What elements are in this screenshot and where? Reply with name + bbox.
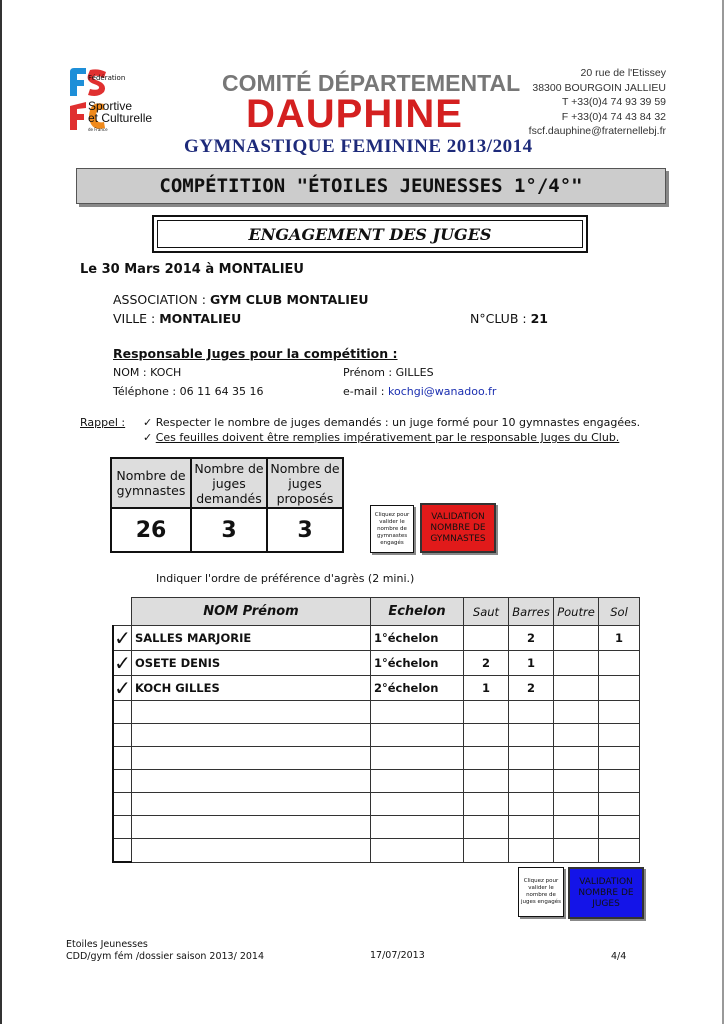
col-header-saut: Saut bbox=[464, 598, 509, 626]
judge-echelon-cell[interactable]: 1°échelon bbox=[371, 651, 464, 676]
saut-cell[interactable] bbox=[464, 816, 509, 839]
judge-name-cell[interactable]: OSETE DENIS bbox=[132, 651, 371, 676]
row-checkbox[interactable] bbox=[113, 793, 132, 816]
barres-cell[interactable]: 1 bbox=[509, 651, 554, 676]
check-icon: ✓ bbox=[114, 651, 131, 675]
check-icon: ✓ bbox=[114, 676, 131, 700]
poutre-cell[interactable] bbox=[554, 676, 599, 701]
judge-echelon-cell[interactable] bbox=[371, 839, 464, 863]
count-value-row bbox=[111, 508, 343, 552]
judge-echelon-cell[interactable] bbox=[371, 701, 464, 724]
telephone-value: 06 11 64 35 16 bbox=[179, 385, 264, 398]
judge-name-cell[interactable] bbox=[132, 816, 371, 839]
validate-juges-button[interactable]: VALIDATION NOMBRE DE JUGES bbox=[568, 867, 644, 919]
sol-cell[interactable]: 1 bbox=[599, 626, 640, 651]
telephone-label: Téléphone : bbox=[113, 385, 177, 398]
comite-title: COMITÉ DÉPARTEMENTAL bbox=[222, 70, 521, 96]
event-date-line: Le 30 Mars 2014 à MONTALIEU bbox=[80, 262, 304, 277]
gymnastes-count-value[interactable]: 26 bbox=[111, 508, 191, 552]
juges-demandes-value[interactable]: 3 bbox=[191, 508, 267, 552]
rappel-text-1: Respecter le nombre de juges demandés : un juge formé pour 10 gymnastes engagées. bbox=[155, 416, 641, 429]
gymnastes-count-header: Nombre de gymnastes bbox=[111, 458, 191, 508]
federation-small-label: Fédération bbox=[88, 74, 126, 82]
footer-line-1: Etoiles Jeunesses bbox=[66, 939, 148, 950]
check-column-header bbox=[113, 598, 132, 626]
table-row bbox=[113, 816, 640, 839]
prenom-line bbox=[343, 366, 434, 379]
judge-name-cell[interactable]: KOCH GILLES bbox=[132, 676, 371, 701]
engagement-banner bbox=[152, 215, 588, 253]
sol-cell[interactable] bbox=[599, 676, 640, 701]
table-row bbox=[113, 626, 640, 651]
nom-line bbox=[113, 366, 181, 379]
poutre-cell[interactable] bbox=[554, 770, 599, 793]
address-line: F +33(0)4 74 43 84 32 bbox=[561, 110, 666, 123]
table-row bbox=[113, 793, 640, 816]
saut-cell[interactable] bbox=[464, 701, 509, 724]
table-row bbox=[113, 651, 640, 676]
barres-cell[interactable] bbox=[509, 839, 554, 863]
ville-value: MONTALIEU bbox=[159, 311, 242, 326]
federation-line2: et Culturelle bbox=[88, 111, 153, 125]
sol-cell[interactable] bbox=[599, 816, 640, 839]
col-header-sol: Sol bbox=[599, 598, 640, 626]
association-value: GYM CLUB MONTALIEU bbox=[209, 292, 369, 307]
club-number-line bbox=[470, 311, 548, 326]
click-note-juges: Cliquez pour valider le nombre de juges engagés bbox=[518, 867, 564, 917]
judges-table bbox=[112, 597, 640, 863]
address-block bbox=[529, 66, 666, 139]
saut-cell[interactable] bbox=[464, 839, 509, 863]
check-icon: ✓ bbox=[143, 431, 153, 444]
saut-cell[interactable]: 2 bbox=[464, 651, 509, 676]
col-header-name: NOM Prénom bbox=[132, 598, 371, 626]
club-number-value: 21 bbox=[530, 311, 548, 326]
email-line bbox=[343, 385, 496, 398]
saut-cell[interactable] bbox=[464, 747, 509, 770]
check-icon: ✓ bbox=[143, 416, 153, 429]
saut-cell[interactable] bbox=[464, 793, 509, 816]
judge-echelon-cell[interactable]: 2°échelon bbox=[371, 676, 464, 701]
poutre-cell[interactable] bbox=[554, 816, 599, 839]
competition-banner: COMPÉTITION "ÉTOILES JEUNESSES 1°/4°" bbox=[76, 168, 666, 204]
row-checkbox[interactable] bbox=[113, 839, 132, 863]
engagement-title: ENGAGEMENT DES JUGES bbox=[157, 220, 583, 248]
judge-name-cell[interactable] bbox=[132, 747, 371, 770]
col-header-poutre: Poutre bbox=[554, 598, 599, 626]
check-icon: ✓ bbox=[114, 626, 131, 650]
judge-name-cell[interactable] bbox=[132, 770, 371, 793]
judge-name-cell[interactable] bbox=[132, 724, 371, 747]
email-link[interactable]: kochgi@wanadoo.fr bbox=[388, 385, 497, 398]
table-row bbox=[113, 701, 640, 724]
footer-date: 17/07/2013 bbox=[370, 950, 425, 961]
table-row bbox=[113, 724, 640, 747]
judges-header-row bbox=[113, 598, 640, 626]
barres-cell[interactable] bbox=[509, 770, 554, 793]
row-checkbox[interactable] bbox=[113, 701, 132, 724]
footer-page-number: 4/4 bbox=[611, 951, 627, 962]
row-checkbox[interactable] bbox=[113, 747, 132, 770]
judge-echelon-cell[interactable] bbox=[371, 724, 464, 747]
federation-line1: Sportive bbox=[88, 99, 133, 113]
nom-label: NOM : bbox=[113, 366, 147, 379]
col-header-barres: Barres bbox=[509, 598, 554, 626]
saut-cell[interactable]: 1 bbox=[464, 676, 509, 701]
season-title: GYMNASTIQUE FEMININE 2013/2014 bbox=[184, 136, 533, 157]
sol-cell[interactable] bbox=[599, 747, 640, 770]
page-left-border bbox=[0, 0, 2, 1024]
table-row bbox=[113, 839, 640, 863]
barres-cell[interactable] bbox=[509, 724, 554, 747]
poutre-cell[interactable] bbox=[554, 651, 599, 676]
table-row bbox=[113, 747, 640, 770]
validate-gymnastes-button[interactable]: VALIDATION NOMBRE DE GYMNASTES bbox=[420, 503, 496, 553]
saut-cell[interactable] bbox=[464, 724, 509, 747]
rappel-line-1 bbox=[143, 416, 640, 429]
sol-cell[interactable] bbox=[599, 651, 640, 676]
prenom-label: Prénom : bbox=[343, 366, 393, 379]
judge-name-cell[interactable] bbox=[132, 793, 371, 816]
barres-cell[interactable] bbox=[509, 747, 554, 770]
ville-label: VILLE : bbox=[113, 311, 156, 326]
association-line bbox=[113, 292, 369, 307]
association-label: ASSOCIATION : bbox=[113, 292, 206, 307]
juges-demandes-header: Nombre de juges demandés bbox=[191, 458, 267, 508]
sol-cell[interactable] bbox=[599, 793, 640, 816]
judge-echelon-cell[interactable] bbox=[371, 747, 464, 770]
federation-name bbox=[88, 82, 152, 124]
count-header-row bbox=[111, 458, 343, 508]
row-checkbox[interactable] bbox=[113, 676, 132, 701]
sol-cell[interactable] bbox=[599, 770, 640, 793]
barres-cell[interactable]: 2 bbox=[509, 626, 554, 651]
poutre-cell[interactable] bbox=[554, 839, 599, 863]
sol-cell[interactable] bbox=[599, 839, 640, 863]
table-row bbox=[113, 676, 640, 701]
responsable-title: Responsable Juges pour la compétition : bbox=[113, 346, 398, 361]
judge-echelon-cell[interactable] bbox=[371, 770, 464, 793]
barres-cell[interactable] bbox=[509, 816, 554, 839]
row-checkbox[interactable] bbox=[113, 816, 132, 839]
col-header-echelon: Echelon bbox=[371, 598, 464, 626]
row-checkbox[interactable] bbox=[113, 626, 132, 651]
address-line: 20 rue de l'Etissey bbox=[580, 67, 666, 79]
row-checkbox[interactable] bbox=[113, 651, 132, 676]
judge-echelon-cell[interactable] bbox=[371, 793, 464, 816]
ville-line bbox=[113, 311, 241, 326]
sol-cell[interactable] bbox=[599, 701, 640, 724]
rappel-text-2: Ces feuilles doivent être remplies impérativement par le responsable Juges du Club. bbox=[155, 431, 620, 444]
poutre-cell[interactable] bbox=[554, 724, 599, 747]
juges-proposes-value[interactable]: 3 bbox=[267, 508, 343, 552]
nom-value: KOCH bbox=[150, 366, 182, 379]
row-checkbox[interactable] bbox=[113, 724, 132, 747]
judge-echelon-cell[interactable]: 1°échelon bbox=[371, 626, 464, 651]
barres-cell[interactable] bbox=[509, 701, 554, 724]
juges-proposes-header: Nombre de juges proposés bbox=[267, 458, 343, 508]
judge-echelon-cell[interactable] bbox=[371, 816, 464, 839]
poutre-cell[interactable] bbox=[554, 747, 599, 770]
email-label: e-mail : bbox=[343, 385, 385, 398]
judge-name-cell[interactable]: SALLES MARJORIE bbox=[132, 626, 371, 651]
footer-line-2: CDD/gym fém /dossier saison 2013/ 2014 bbox=[66, 951, 264, 962]
judge-name-cell[interactable] bbox=[132, 701, 371, 724]
apparatus-instruction: Indiquer l'ordre de préférence d'agrès (2 mini.) bbox=[156, 572, 415, 585]
telephone-line bbox=[113, 385, 264, 398]
sol-cell[interactable] bbox=[599, 724, 640, 747]
rappel-label: Rappel : bbox=[80, 416, 126, 429]
count-table bbox=[110, 457, 344, 553]
address-line: 38300 BOURGOIN JALLIEU bbox=[532, 81, 666, 94]
club-number-label: N°CLUB : bbox=[470, 311, 527, 326]
poutre-cell[interactable] bbox=[554, 793, 599, 816]
address-line: fscf.dauphine@fraternellebj.fr bbox=[528, 125, 666, 137]
saut-cell[interactable] bbox=[464, 626, 509, 651]
barres-cell[interactable]: 2 bbox=[509, 676, 554, 701]
saut-cell[interactable] bbox=[464, 770, 509, 793]
poutre-cell[interactable] bbox=[554, 626, 599, 651]
poutre-cell[interactable] bbox=[554, 701, 599, 724]
address-line: T +33(0)4 74 93 39 59 bbox=[561, 96, 666, 108]
row-checkbox[interactable] bbox=[113, 770, 132, 793]
table-row bbox=[113, 770, 640, 793]
prenom-value: GILLES bbox=[395, 366, 434, 379]
click-note-gymnastes: Cliquez pour valider le nombre de gymnastes engagés bbox=[370, 505, 414, 553]
federation-tiny-label: de France bbox=[88, 127, 108, 132]
judge-name-cell[interactable] bbox=[132, 839, 371, 863]
dauphine-title: DAUPHINE bbox=[246, 92, 463, 136]
rappel-line-2 bbox=[143, 431, 619, 444]
barres-cell[interactable] bbox=[509, 793, 554, 816]
